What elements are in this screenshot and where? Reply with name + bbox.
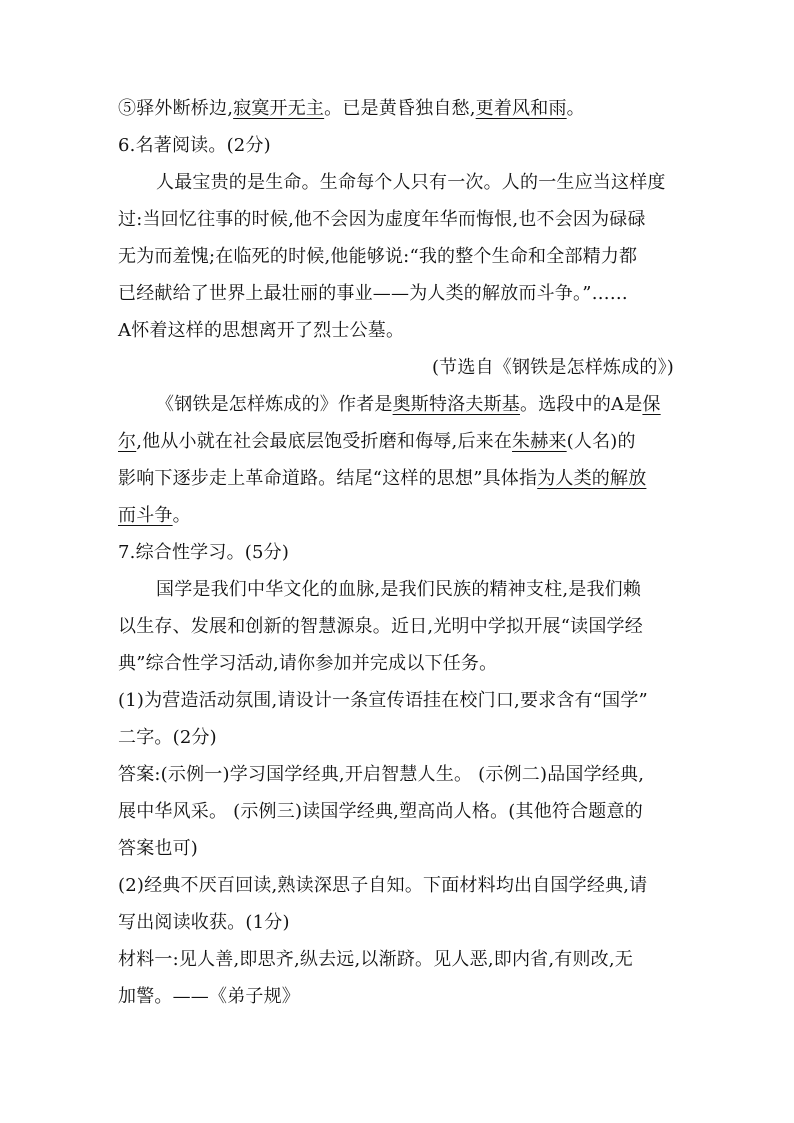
answer-text: (人名)的 — [566, 431, 636, 452]
passage-line: A怀着这样的思想离开了烈士公墓。 — [118, 320, 405, 341]
poem-text: 。已是黄昏独自愁, — [324, 98, 476, 119]
answer-line — [156, 392, 716, 420]
sample-answer-line: 答案:(示例一)学习国学经典,开启智慧人生。 (示例二)品国学经典, — [118, 764, 645, 785]
answer-blank: 寂寞开无主 — [233, 98, 325, 119]
answer-text: 影响下逐步走上革命道路。结尾“这样的思想”具体指 — [118, 468, 538, 489]
answer-blank: 尔 — [118, 431, 137, 452]
sub-question-1: 二字。(2分) — [118, 727, 217, 748]
answer-line — [118, 466, 678, 494]
sub-question-2: (2)经典不厌百回读,熟读深思子自知。下面材料均出自国学经典,请 — [118, 875, 648, 896]
sample-answer-line: 展中华风采。 (示例三)读国学经典,塑高尚人格。(其他符合题意的 — [118, 801, 643, 822]
intro-line: 以生存、发展和创新的智慧源泉。近日,光明中学拟开展“读国学经 — [118, 616, 643, 637]
intro-line: 典”综合性学习活动,请你参加并完成以下任务。 — [118, 653, 498, 674]
intro-line: 国学是我们中华文化的血脉,是我们民族的精神支柱,是我们赖 — [156, 579, 642, 600]
material-line: 材料一:见人善,即思齐,纵去远,以渐跻。见人恶,即内省,有则改,无 — [118, 949, 633, 970]
question-6-heading: 6.名著阅读。(2分) — [118, 135, 271, 156]
answer-line — [118, 429, 678, 457]
answer-text: 《钢铁是怎样炼成的》作者是 — [156, 394, 393, 415]
answer-blank: 而斗争 — [118, 505, 173, 526]
sub-question-2: 写出阅读收获。(1分) — [118, 912, 290, 933]
answer-blank: 为人类的解放 — [537, 468, 647, 489]
answer-text: 。选段中的A是 — [520, 394, 643, 415]
answer-blank: 奥斯特洛夫斯基 — [392, 394, 521, 415]
answer-line — [118, 503, 678, 531]
passage-line: 无为而羞愧;在临死的时候,他能够说:“我的整个生命和全部精力都 — [118, 246, 638, 267]
sub-question-1: (1)为营造活动氛围,请设计一条宣传语挂在校门口,要求含有“国学” — [118, 690, 648, 711]
poem-text: ⑤驿外断桥边, — [118, 98, 234, 119]
question-7-heading: 7.综合性学习。(5分) — [118, 542, 290, 563]
passage-line: 已经献给了世界上最壮丽的事业——为人类的解放而斗争。”…… — [118, 283, 628, 304]
answer-blank: 更着风和雨 — [475, 98, 567, 119]
material-line: 加警。——《弟子规》 — [118, 986, 300, 1007]
poem-line-5 — [118, 96, 678, 124]
answer-text: ,他从小就在社会最底层饱受折磨和侮辱,后来在 — [136, 431, 513, 452]
poem-text: 。 — [566, 98, 585, 119]
passage-source: (节选自《钢铁是怎样炼成的》) — [431, 357, 674, 378]
answer-blank: 保 — [642, 394, 661, 415]
sample-answer-line: 答案也可) — [118, 838, 199, 859]
passage-line: 过:当回忆往事的时候,他不会因为虚度年华而悔恨,也不会因为碌碌 — [118, 209, 646, 230]
answer-text: 。 — [172, 505, 191, 526]
passage-line: 人最宝贵的是生命。生命每个人只有一次。人的一生应当这样度 — [156, 172, 666, 193]
answer-blank: 朱赫来 — [512, 431, 567, 452]
